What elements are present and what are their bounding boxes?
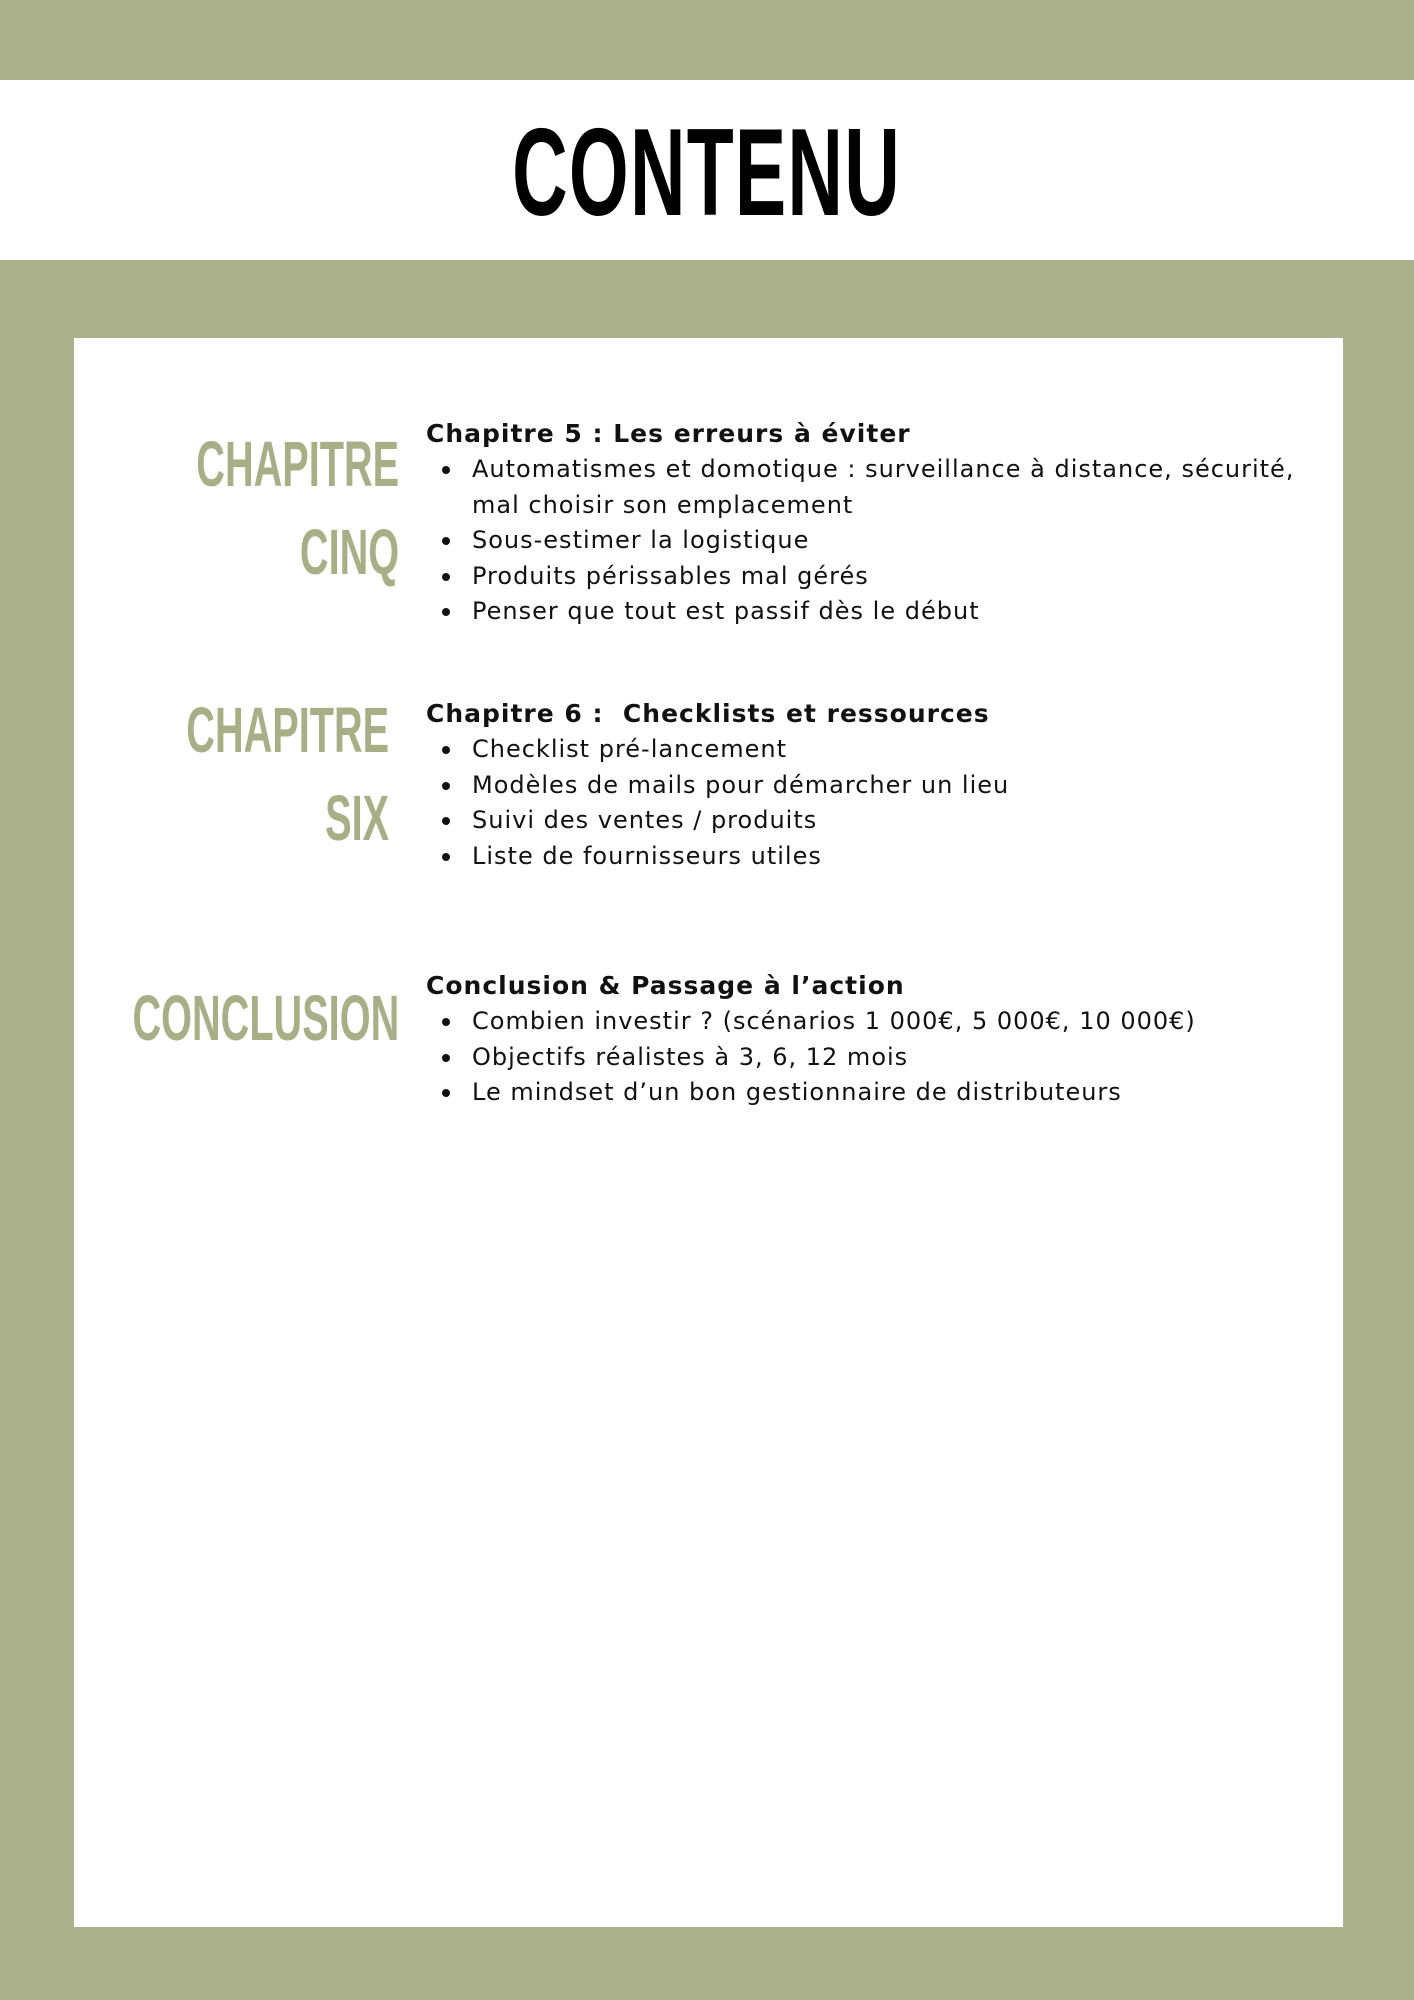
section-label: [72, 420, 399, 596]
bullet-icon: [442, 1089, 450, 1097]
list-item: [426, 1004, 1306, 1040]
title-band: [0, 80, 1414, 260]
bullet-icon: [442, 573, 450, 581]
section-label-line: CINQ: [299, 516, 399, 588]
list-item: [426, 839, 1306, 875]
section-label-line: SIX: [325, 782, 389, 854]
section-content: [426, 416, 1306, 630]
bullet-icon: [442, 782, 450, 790]
list-item-text: Objectifs réalistes à 3, 6, 12 mois: [472, 1042, 909, 1071]
list-item-text: Penser que tout est passif dès le début: [472, 597, 980, 625]
list-item-text: Suivi des ventes / produits: [472, 806, 818, 834]
list-item-text: Produits périssables mal gérés: [472, 561, 869, 590]
list-item-text: Sous-estimer la logistique: [472, 526, 810, 554]
list-item: [426, 452, 1306, 523]
bullet-icon: [442, 1018, 450, 1026]
bullet-list: [426, 1004, 1306, 1111]
list-item: [426, 594, 1306, 630]
section-label: [0, 974, 399, 1062]
list-item: [426, 1075, 1306, 1111]
list-item: [426, 559, 1306, 595]
section-content: [426, 696, 1306, 874]
bullet-icon: [442, 608, 450, 616]
bullet-icon: [442, 853, 450, 861]
bullet-icon: [442, 537, 450, 545]
list-item: [426, 732, 1306, 768]
list-item-text: Automatismes et domotique : surveillance à distance, sécurité, mal choisir son emplacement: [472, 455, 1295, 519]
list-item: [426, 768, 1306, 804]
section-label: [62, 686, 389, 862]
section-content: [426, 968, 1306, 1111]
list-item-text: Modèles de mails pour démarcher un lieu: [472, 770, 1010, 799]
list-item: [426, 1040, 1306, 1076]
list-item: [426, 523, 1306, 559]
list-item-text: Combien investir ? (scénarios 1 000€, 5 000€, 10 000€): [472, 1007, 1196, 1035]
section-label-line: CHAPITRE: [186, 694, 389, 766]
section-label-line: CONCLUSION: [132, 982, 399, 1054]
page-title: CONTENU: [512, 104, 902, 242]
section-label-line: CHAPITRE: [196, 428, 399, 500]
bullet-icon: [442, 1054, 450, 1062]
section-heading: Conclusion & Passage à l’action: [426, 971, 905, 1000]
bullet-list: [426, 732, 1306, 874]
section-heading: Chapitre 5 : Les erreurs à éviter: [426, 419, 911, 448]
bullet-list: [426, 452, 1306, 630]
list-item-text: Le mindset d’un bon gestionnaire de distributeurs: [472, 1078, 1122, 1106]
bullet-icon: [442, 817, 450, 825]
list-item-text: Liste de fournisseurs utiles: [472, 841, 822, 870]
bullet-icon: [442, 746, 450, 754]
contents-panel: [74, 338, 1343, 1927]
bullet-icon: [442, 466, 450, 474]
section-heading: Chapitre 6 : Checklists et ressources: [426, 699, 990, 728]
list-item: [426, 803, 1306, 839]
list-item-text: Checklist pré-lancement: [472, 735, 788, 763]
